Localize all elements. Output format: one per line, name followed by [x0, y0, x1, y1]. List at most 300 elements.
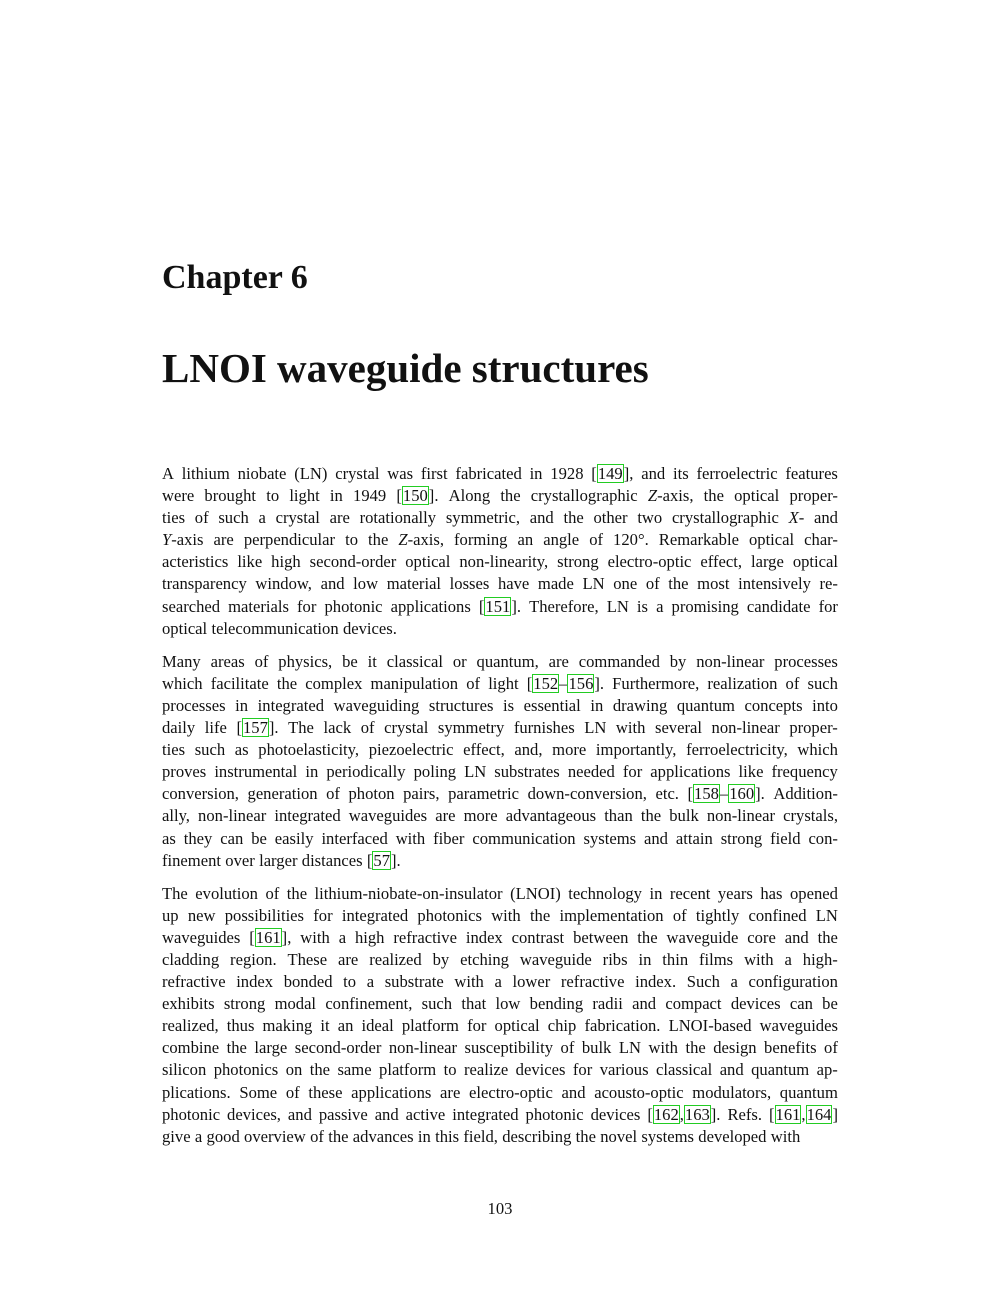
word [720, 1059, 744, 1081]
word-text: can [220, 828, 244, 848]
word [516, 1059, 566, 1081]
word [584, 717, 606, 739]
word-text: crystal [384, 718, 429, 738]
word [195, 507, 209, 529]
word [162, 783, 239, 805]
word [780, 1082, 838, 1104]
word-text: to [345, 530, 358, 550]
word [659, 529, 739, 551]
word [305, 673, 362, 695]
word-text: bulk [669, 806, 699, 826]
word [747, 596, 811, 618]
word-text: drawing [612, 695, 668, 715]
word-text: needed [567, 762, 615, 782]
word-text: systems [583, 828, 637, 848]
word [454, 529, 507, 551]
word [422, 993, 452, 1015]
word [353, 573, 378, 595]
word [387, 463, 413, 485]
word [760, 1015, 838, 1037]
word-text: and [529, 508, 554, 528]
word [238, 463, 287, 485]
word-text: of [672, 905, 687, 925]
word [211, 618, 338, 640]
word-text: devices. [342, 618, 397, 638]
word [276, 507, 320, 529]
word-text: brought [204, 486, 257, 506]
word-text: low [353, 574, 379, 594]
word [162, 1126, 191, 1148]
word-text: of [265, 883, 280, 903]
word-text: ferroelectricity, [686, 740, 788, 760]
word [308, 1082, 342, 1104]
word-text: this [435, 1126, 460, 1146]
text-line [162, 883, 838, 905]
word [646, 573, 660, 595]
word-text: classical [656, 1060, 713, 1080]
word [561, 1037, 575, 1059]
word-text: effect, [700, 552, 743, 572]
word [518, 529, 534, 551]
word-text: a [338, 927, 347, 947]
word-text: optical [162, 618, 208, 638]
word-text: photonic [162, 1104, 221, 1124]
word [343, 971, 356, 993]
word-text: waveguides [348, 806, 428, 826]
citation-link[interactable]: 152 [533, 673, 559, 693]
word-text: the [286, 883, 308, 903]
word-text: -axis, [657, 486, 694, 506]
word-text: fabricated [455, 464, 522, 483]
word-text: 1949 [353, 486, 387, 506]
word [162, 463, 174, 485]
word-text: and [719, 1060, 744, 1080]
word [450, 573, 490, 595]
citation-link[interactable]: 156 [568, 673, 594, 693]
word [263, 1015, 313, 1037]
word-text: fabrication. [584, 1016, 661, 1036]
word-text: confined [748, 905, 807, 925]
word [218, 507, 248, 529]
word-text: are [548, 651, 569, 671]
word-text: a [656, 596, 664, 616]
word-text: The [162, 883, 188, 903]
word-text: index. [635, 972, 677, 992]
word-text: the [817, 927, 838, 947]
word-text: finement [162, 850, 221, 870]
word-text: of [360, 718, 375, 738]
word [786, 673, 800, 695]
word-text: in [638, 949, 652, 969]
word [819, 596, 838, 618]
word-text: Therefore, [529, 596, 599, 616]
word-text: possibilities [224, 905, 305, 925]
word [396, 485, 438, 507]
word-text: the [640, 806, 662, 826]
word [613, 695, 667, 717]
word-text: opened [789, 883, 838, 903]
word [310, 551, 397, 573]
word [561, 971, 625, 993]
word-text: with [770, 1126, 801, 1146]
word [696, 905, 739, 927]
word-text: up [162, 905, 179, 925]
word-text: waveguides [162, 927, 241, 947]
word-text: were [162, 486, 195, 506]
word-text: new [187, 905, 216, 925]
word [310, 1059, 330, 1081]
word-text: ]. [755, 784, 765, 804]
word [342, 651, 358, 673]
word [326, 761, 405, 783]
word [760, 883, 782, 905]
word [406, 1104, 446, 1126]
word [453, 651, 467, 673]
word [669, 805, 699, 827]
word-text: in [329, 486, 343, 506]
word-text: such [218, 508, 249, 528]
word [348, 783, 394, 805]
citation-link[interactable]: 161 [775, 1104, 801, 1124]
word [288, 949, 328, 971]
word [790, 883, 838, 905]
word [313, 905, 332, 927]
word-text: the [668, 574, 689, 594]
word [429, 695, 494, 717]
word [562, 1082, 586, 1104]
word [387, 573, 441, 595]
word [647, 1104, 720, 1126]
word-text: in [529, 464, 543, 483]
citation-link[interactable]: 161 [255, 927, 281, 947]
word [337, 1059, 371, 1081]
word [385, 971, 444, 993]
text-line [162, 1015, 838, 1037]
word [369, 949, 422, 971]
word [530, 993, 583, 1015]
word-text: are [440, 1082, 461, 1102]
citation-link[interactable]: 149 [597, 464, 623, 483]
word-text: symmetry [437, 718, 505, 738]
text-line [162, 993, 838, 1015]
word [211, 673, 269, 695]
word [162, 1082, 231, 1104]
word-text: the [276, 673, 298, 693]
word [592, 993, 622, 1015]
word [349, 805, 427, 827]
word-text: Refs. [727, 1104, 763, 1124]
word-text: LN [606, 596, 629, 616]
word-text: years [717, 883, 753, 903]
word-text: A [162, 464, 174, 483]
word [339, 927, 346, 949]
word-text: material [386, 574, 442, 594]
word-text: developed [698, 1126, 767, 1146]
word-text: window, [255, 574, 312, 594]
word [275, 993, 316, 1015]
word-text: with [454, 972, 484, 992]
word-text: substrates [494, 762, 560, 782]
text-line [162, 927, 838, 949]
word [228, 596, 289, 618]
word [433, 828, 464, 850]
word [214, 529, 234, 551]
word [265, 883, 279, 905]
word [402, 1015, 459, 1037]
word [335, 463, 379, 485]
word-text: plications. [162, 1082, 231, 1102]
word [531, 485, 638, 507]
word [321, 828, 387, 850]
word [699, 949, 733, 971]
page-number: 103 [487, 1199, 513, 1218]
word [673, 905, 687, 927]
word [466, 673, 480, 695]
word-text: in [305, 762, 319, 782]
word [596, 739, 677, 761]
chapter-title: LNOI waveguide structures [162, 345, 649, 391]
word [182, 463, 230, 485]
word-text: to [266, 486, 280, 506]
citation-link[interactable]: 163 [684, 1104, 710, 1124]
word-text: the [328, 1126, 349, 1146]
word [744, 949, 774, 971]
word-text: technology [568, 883, 642, 903]
word-text: chip [547, 1016, 577, 1036]
word [287, 883, 307, 905]
word [582, 573, 604, 595]
math-symbol: X [788, 508, 799, 528]
word-text: non-linear [198, 806, 267, 826]
word-text: field [770, 828, 801, 848]
word [162, 1104, 220, 1126]
word [619, 1037, 641, 1059]
word [288, 1104, 312, 1126]
word-text: on [285, 1060, 303, 1080]
word-text: advances [352, 1126, 414, 1146]
word [582, 1037, 612, 1059]
word [503, 695, 514, 717]
word [188, 905, 216, 927]
text-line [162, 1037, 838, 1059]
word [284, 971, 333, 993]
word-text: lack [323, 718, 352, 738]
word [655, 717, 702, 739]
word [590, 695, 603, 717]
text-line [162, 618, 838, 640]
word-text: processes [774, 651, 838, 671]
word [488, 673, 518, 695]
word-text: the [703, 486, 724, 506]
word [278, 651, 332, 673]
word-text: more [552, 740, 587, 760]
word [323, 717, 351, 739]
citation-link[interactable]: 151 [485, 596, 511, 616]
citation-link[interactable]: 157 [242, 718, 268, 738]
word-text: implementation [559, 905, 664, 925]
word-text: an [337, 1016, 354, 1036]
word [162, 485, 194, 507]
word [275, 828, 314, 850]
word-text: LN [584, 718, 607, 738]
text-line [162, 529, 838, 551]
word-text: proper- [789, 486, 838, 506]
word-text: quantum [779, 1082, 838, 1102]
word [162, 673, 203, 695]
word-text: advantageous [505, 806, 597, 826]
word-text: of [285, 1082, 300, 1102]
word-text: low [495, 994, 521, 1014]
word-text: for [622, 762, 643, 782]
word [692, 1082, 771, 1104]
word [666, 927, 738, 949]
word [686, 739, 788, 761]
word [573, 927, 628, 949]
word-text: of [254, 651, 269, 671]
word [764, 1037, 817, 1059]
word-text: they [183, 828, 213, 848]
word-text: ]. [511, 596, 521, 616]
word [632, 993, 656, 1015]
word-text: crystal [275, 508, 320, 528]
word [463, 739, 505, 761]
word [591, 463, 633, 485]
word-text: facilitate [210, 673, 269, 693]
word-text: [ [591, 464, 597, 483]
word-text: , [679, 1104, 684, 1124]
word [613, 529, 649, 551]
word-text: optical [405, 552, 451, 572]
word [494, 971, 501, 993]
word-text: physics, [278, 651, 333, 671]
word [604, 805, 633, 827]
word-text: bending [529, 994, 584, 1014]
word [396, 828, 426, 850]
citation-link[interactable]: 150 [402, 486, 428, 506]
word [435, 805, 455, 827]
text-line [162, 673, 838, 695]
word [440, 1082, 460, 1104]
word-text: 120°. [613, 530, 649, 550]
word-text: candidate [746, 596, 811, 616]
word [824, 1037, 838, 1059]
word-text: silicon [162, 1060, 207, 1080]
word [584, 828, 637, 850]
word-text: attain [675, 828, 713, 848]
word-text: angle [543, 530, 580, 550]
word-text: features [785, 464, 838, 483]
word-text: index [465, 927, 503, 947]
word-text: contrast [511, 927, 565, 947]
word-text: photonics [213, 1060, 279, 1080]
word [785, 463, 838, 485]
word-text: ] [832, 1104, 838, 1124]
word [530, 507, 554, 529]
word [573, 1059, 592, 1081]
word [326, 783, 340, 805]
word-text: integrated [257, 695, 325, 715]
math-symbol: Y [162, 530, 172, 550]
word-text: region. [230, 949, 277, 969]
word [162, 971, 226, 993]
word-text: for [818, 596, 838, 616]
word-text: susceptibility [464, 1038, 554, 1058]
word [162, 761, 206, 783]
word [227, 1037, 247, 1059]
word-text: optical [494, 1016, 540, 1036]
word-text: such [807, 673, 838, 693]
word [510, 883, 561, 905]
word [379, 1059, 436, 1081]
word-text: compact [665, 994, 722, 1014]
citation-link[interactable]: 160 [729, 784, 755, 804]
word [613, 573, 637, 595]
word [557, 551, 598, 573]
word [612, 673, 699, 695]
word [496, 993, 521, 1015]
word-text: give [162, 1126, 191, 1146]
word-text: benefits [764, 1038, 817, 1058]
word [162, 993, 215, 1015]
word [391, 596, 471, 618]
word [162, 507, 185, 529]
word [414, 761, 456, 783]
word-text: [ [478, 596, 485, 616]
word-text: poling [413, 762, 457, 782]
citation-link[interactable]: 162 [653, 1104, 679, 1124]
citation-link[interactable]: 57 [373, 850, 391, 870]
citation-link[interactable]: 164 [806, 1104, 832, 1124]
word-text: ]. [710, 1104, 721, 1124]
word-text: etc. [655, 784, 679, 804]
word-text: thin [662, 949, 689, 969]
word-text: made [537, 574, 574, 594]
word [676, 828, 713, 850]
word [162, 905, 179, 927]
word-text: frequency [771, 762, 838, 782]
word-text: a [494, 972, 502, 992]
word [225, 905, 304, 927]
word-text: of [785, 673, 800, 693]
citation-link[interactable]: 158 [694, 784, 719, 804]
word-text: of [466, 673, 481, 693]
word [784, 949, 791, 971]
word [783, 805, 838, 827]
word [351, 1082, 431, 1104]
word [669, 1015, 752, 1037]
word-text: devices [730, 994, 781, 1014]
word [300, 927, 330, 949]
text-line [162, 573, 838, 595]
word [731, 971, 738, 993]
word-text: films [699, 949, 734, 969]
word [697, 463, 778, 485]
word [637, 927, 657, 949]
word-text: manipulation [370, 673, 459, 693]
word-text: devices, [227, 1104, 281, 1124]
word [498, 573, 529, 595]
word-text: ]. [268, 718, 279, 738]
word-text: [ [526, 673, 533, 693]
word [797, 739, 838, 761]
word-text: Remarkable [658, 530, 739, 550]
word [528, 783, 647, 805]
word-text: [ [687, 784, 694, 804]
word [464, 1059, 508, 1081]
word [334, 695, 420, 717]
text-line [162, 596, 838, 618]
word-text: parametric [448, 784, 520, 804]
